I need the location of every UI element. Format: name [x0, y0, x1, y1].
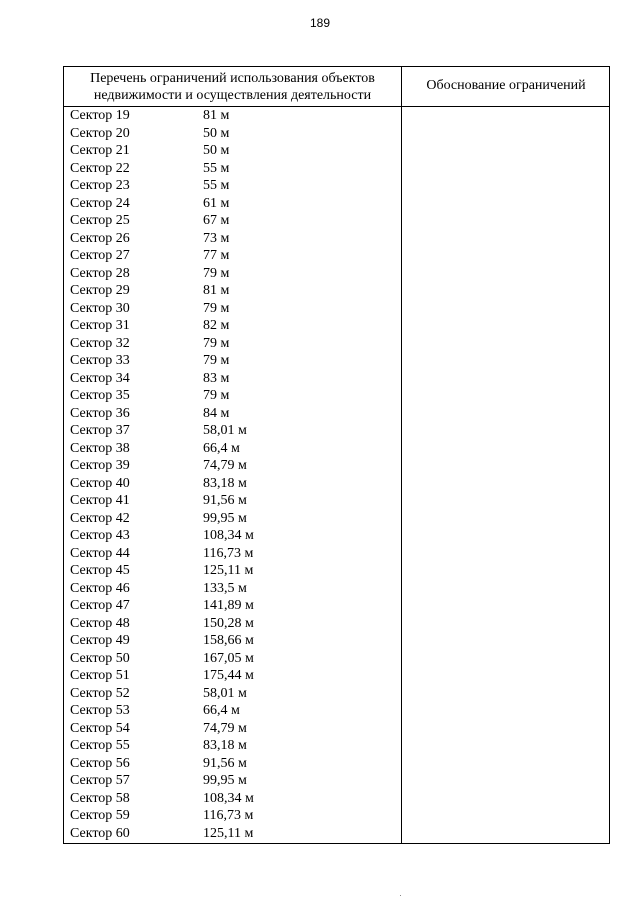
sector-distance: 91,56 м [203, 755, 247, 771]
sector-distance: 74,79 м [203, 458, 247, 473]
sector-name: Сектор 33 [70, 353, 130, 368]
sector-distance: 81 м [203, 108, 230, 123]
sector-name: Сектор 48 [70, 615, 130, 631]
scan-speck [400, 895, 401, 896]
sector-distance: 79 м [203, 353, 230, 368]
table-row [70, 212, 400, 230]
sector-distance: 79 м [203, 265, 230, 281]
sector-name: Сектор 22 [70, 160, 130, 176]
table-row [70, 492, 400, 510]
table-row [70, 545, 400, 563]
sector-distance: 83,18 м [203, 738, 247, 753]
sector-name: Сектор 25 [70, 213, 130, 228]
table-row [70, 632, 400, 650]
sector-name: Сектор 21 [70, 143, 130, 158]
sector-distance: 125,11 м [203, 825, 254, 841]
sector-name: Сектор 27 [70, 248, 130, 263]
table-row [70, 667, 400, 685]
sector-distance: 81 м [203, 283, 230, 298]
table-row [70, 457, 400, 475]
sector-distance: 74,79 м [203, 720, 247, 736]
table-row [70, 370, 400, 388]
sector-distance: 108,34 м [203, 528, 254, 543]
sector-distance: 116,73 м [203, 545, 254, 561]
sector-distance: 58,01 м [203, 423, 247, 438]
table-row [70, 685, 400, 703]
header-justification: Обоснование ограничений [426, 78, 586, 93]
table-row [70, 755, 400, 773]
sector-distance: 79 м [203, 335, 230, 351]
sector-name: Сектор 32 [70, 335, 130, 351]
sector-distance: 61 м [203, 195, 230, 211]
table-row [70, 580, 400, 598]
table-row [70, 107, 400, 125]
table-row [70, 702, 400, 720]
table-row [70, 125, 400, 143]
table-row [70, 352, 400, 370]
sector-distance: 84 м [203, 405, 230, 421]
table-row [70, 160, 400, 178]
sector-distance: 167,05 м [203, 650, 254, 666]
sector-distance: 50 м [203, 143, 230, 158]
sector-name: Сектор 23 [70, 178, 130, 193]
sector-name: Сектор 53 [70, 703, 130, 718]
sector-name: Сектор 24 [70, 195, 130, 211]
table-row [70, 790, 400, 808]
sector-name: Сектор 51 [70, 668, 130, 683]
table-row [70, 772, 400, 790]
table-row [70, 177, 400, 195]
sector-name: Сектор 55 [70, 738, 130, 753]
sector-name: Сектор 59 [70, 808, 130, 823]
table-row [70, 615, 400, 633]
table-row [70, 230, 400, 248]
sector-distance: 125,11 м [203, 563, 254, 578]
table-row [70, 317, 400, 335]
sector-name: Сектор 28 [70, 265, 130, 281]
table-row [70, 195, 400, 213]
sector-distance: 133,5 м [203, 580, 247, 596]
table-row [70, 597, 400, 615]
table-row [70, 527, 400, 545]
page-number: 189 [309, 16, 331, 30]
table-row [70, 562, 400, 580]
sector-name: Сектор 20 [70, 125, 130, 141]
sector-distance: 50 м [203, 125, 230, 141]
table-row [70, 475, 400, 493]
table-row [70, 405, 400, 423]
sector-name: Сектор 40 [70, 475, 130, 491]
table-row [70, 510, 400, 528]
table-row [70, 825, 400, 843]
sector-distance: 99,95 м [203, 510, 247, 526]
sector-name: Сектор 36 [70, 405, 130, 421]
table-row [70, 300, 400, 318]
sector-name: Сектор 43 [70, 528, 130, 543]
sector-distance: 83 м [203, 370, 230, 386]
sector-name: Сектор 30 [70, 300, 130, 316]
sector-name: Сектор 57 [70, 773, 130, 788]
sector-name: Сектор 52 [70, 685, 130, 701]
table-row [70, 807, 400, 825]
restrictions-table [63, 66, 610, 844]
sector-distance: 58,01 м [203, 685, 247, 701]
sector-distance: 79 м [203, 388, 230, 403]
sector-name: Сектор 19 [70, 108, 130, 123]
sector-name: Сектор 42 [70, 510, 130, 526]
table-row [70, 247, 400, 265]
sector-name: Сектор 39 [70, 458, 130, 473]
table-row [70, 422, 400, 440]
sector-name: Сектор 44 [70, 545, 130, 561]
sector-distance: 99,95 м [203, 773, 247, 788]
sector-name: Сектор 29 [70, 283, 130, 298]
sector-distance: 79 м [203, 300, 230, 316]
sector-distance: 82 м [203, 318, 230, 333]
sector-name: Сектор 41 [70, 493, 130, 508]
header-restrictions-list [64, 70, 401, 104]
sector-name: Сектор 35 [70, 388, 130, 403]
sector-name: Сектор 45 [70, 563, 130, 578]
header-restrictions-line-2: недвижимости и осуществления деятельности [93, 88, 372, 103]
sector-distance: 55 м [203, 160, 230, 176]
sector-name: Сектор 54 [70, 720, 130, 736]
table-row [70, 265, 400, 283]
sector-name: Сектор 26 [70, 230, 130, 246]
sector-name: Сектор 46 [70, 580, 130, 596]
sector-distance: 83,18 м [203, 475, 247, 491]
table-row [70, 282, 400, 300]
table-row [70, 440, 400, 458]
table-row [70, 387, 400, 405]
sector-distance: 158,66 м [203, 633, 254, 648]
sector-distance: 141,89 м [203, 598, 254, 613]
sector-name: Сектор 60 [70, 825, 130, 841]
sector-distance: 66,4 м [203, 440, 240, 456]
sector-distance: 66,4 м [203, 703, 240, 718]
sector-name: Сектор 38 [70, 440, 130, 456]
table-row [70, 737, 400, 755]
sector-name: Сектор 56 [70, 755, 130, 771]
sector-name: Сектор 34 [70, 370, 130, 386]
sector-name: Сектор 58 [70, 790, 130, 806]
sector-name: Сектор 49 [70, 633, 130, 648]
sector-name: Сектор 47 [70, 598, 130, 613]
sector-distance: 108,34 м [203, 790, 254, 806]
sector-distance: 91,56 м [203, 493, 247, 508]
table-row [70, 650, 400, 668]
table-row [70, 335, 400, 353]
sector-distance: 73 м [203, 230, 230, 246]
sector-name: Сектор 37 [70, 423, 130, 438]
header-restrictions-line-1: Перечень ограничений использования объектов [90, 71, 375, 86]
sector-distance: 175,44 м [203, 668, 254, 683]
sector-distance: 67 м [203, 213, 230, 228]
sector-distance: 116,73 м [203, 808, 254, 823]
sector-name: Сектор 31 [70, 318, 130, 333]
sector-name: Сектор 50 [70, 650, 130, 666]
sector-distance: 77 м [203, 248, 230, 263]
column-divider [401, 67, 402, 843]
sector-distance: 150,28 м [203, 615, 254, 631]
table-row [70, 720, 400, 738]
sector-distance: 55 м [203, 178, 230, 193]
table-body [70, 107, 400, 842]
table-row [70, 142, 400, 160]
